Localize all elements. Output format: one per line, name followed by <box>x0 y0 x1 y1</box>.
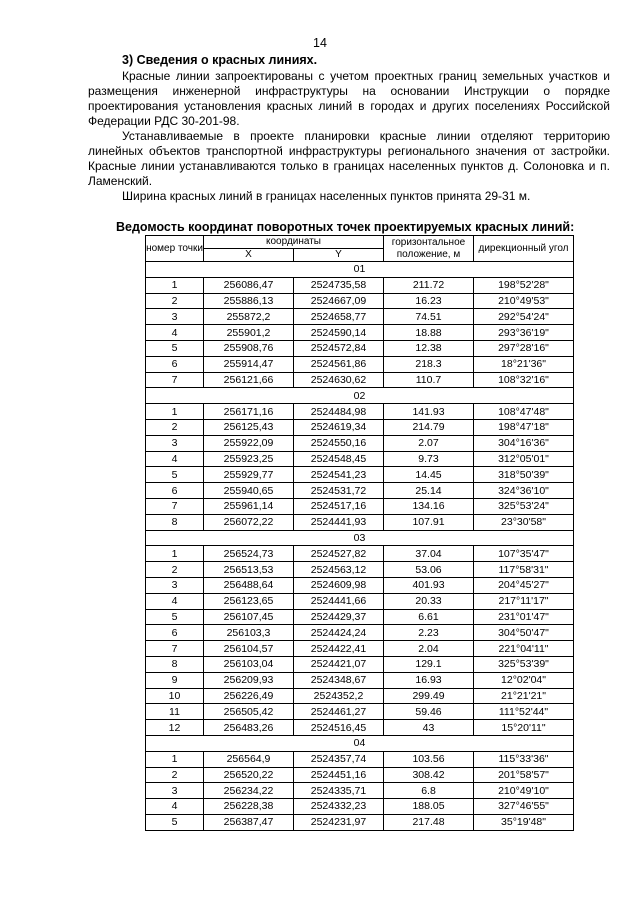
cell-direction-angle: 35°19'48" <box>474 814 574 830</box>
cell-direction-angle: 108°32'16" <box>474 372 574 388</box>
table-row <box>146 783 574 799</box>
cell-point-number: 8 <box>146 656 204 672</box>
cell-horizontal-distance: 6.8 <box>384 783 474 799</box>
cell-direction-angle: 107°35'47" <box>474 546 574 562</box>
cell-y: 2524572,84 <box>294 340 384 356</box>
cell-y: 2524735,58 <box>294 277 384 293</box>
cell-horizontal-distance: 2.23 <box>384 625 474 641</box>
cell-point-number: 4 <box>146 593 204 609</box>
cell-point-number: 7 <box>146 498 204 514</box>
cell-y: 2524541,23 <box>294 467 384 483</box>
table-row <box>146 814 574 830</box>
cell-y: 2524332,23 <box>294 799 384 815</box>
cell-horizontal-distance: 20.33 <box>384 593 474 609</box>
table-row <box>146 340 574 356</box>
cell-horizontal-distance: 18.88 <box>384 325 474 341</box>
cell-point-number: 5 <box>146 340 204 356</box>
cell-y: 2524484,98 <box>294 404 384 420</box>
paragraph-red-lines-width: Ширина красных линий в границах населенных пунктов принята 29-31 м. <box>122 189 531 203</box>
cell-point-number: 10 <box>146 688 204 704</box>
cell-horizontal-distance: 74.51 <box>384 309 474 325</box>
table-row <box>146 751 574 767</box>
cell-y: 2524231,97 <box>294 814 384 830</box>
cell-point-number: 4 <box>146 799 204 815</box>
cell-horizontal-distance: 9.73 <box>384 451 474 467</box>
table-row <box>146 704 574 720</box>
cell-horizontal-distance: 43 <box>384 720 474 736</box>
cell-point-number: 1 <box>146 277 204 293</box>
cell-point-number: 3 <box>146 783 204 799</box>
table-row <box>146 672 574 688</box>
cell-x: 256121,66 <box>204 372 294 388</box>
cell-x: 256171,16 <box>204 404 294 420</box>
cell-y: 2524348,67 <box>294 672 384 688</box>
cell-point-number: 3 <box>146 309 204 325</box>
group-row <box>146 735 574 751</box>
cell-horizontal-distance: 141.93 <box>384 404 474 420</box>
table-row <box>146 720 574 736</box>
cell-horizontal-distance: 107.91 <box>384 514 474 530</box>
table-row <box>146 656 574 672</box>
cell-horizontal-distance: 59.46 <box>384 704 474 720</box>
cell-direction-angle: 210°49'53" <box>474 293 574 309</box>
cell-horizontal-distance: 134.16 <box>384 498 474 514</box>
cell-x: 255922,09 <box>204 435 294 451</box>
cell-y: 2524429,37 <box>294 609 384 625</box>
cell-horizontal-distance: 214.79 <box>384 419 474 435</box>
cell-x: 256086,47 <box>204 277 294 293</box>
cell-x: 256104,57 <box>204 641 294 657</box>
cell-direction-angle: 210°49'10" <box>474 783 574 799</box>
cell-point-number: 2 <box>146 419 204 435</box>
header-y: Y <box>294 249 384 262</box>
cell-x: 256483,26 <box>204 720 294 736</box>
cell-horizontal-distance: 103.56 <box>384 751 474 767</box>
cell-y: 2524461,27 <box>294 704 384 720</box>
cell-horizontal-distance: 299.49 <box>384 688 474 704</box>
cell-horizontal-distance: 25.14 <box>384 483 474 499</box>
table-row <box>146 688 574 704</box>
cell-direction-angle: 201°58'57" <box>474 767 574 783</box>
cell-x: 255872,2 <box>204 309 294 325</box>
cell-x: 255940,65 <box>204 483 294 499</box>
table-body <box>146 262 574 831</box>
cell-horizontal-distance: 12.38 <box>384 340 474 356</box>
cell-direction-angle: 312°05'01" <box>474 451 574 467</box>
table-row <box>146 562 574 578</box>
cell-x: 256524,73 <box>204 546 294 562</box>
cell-x: 255923,25 <box>204 451 294 467</box>
cell-x: 255901,2 <box>204 325 294 341</box>
cell-horizontal-distance: 2.04 <box>384 641 474 657</box>
cell-x: 256387,47 <box>204 814 294 830</box>
table-row <box>146 498 574 514</box>
cell-y: 2524441,66 <box>294 593 384 609</box>
header-horizontal-distance: горизонтальное положение, м <box>384 236 474 262</box>
cell-y: 2524516,45 <box>294 720 384 736</box>
header-point-number: номер точки <box>146 236 204 262</box>
table-row <box>146 467 574 483</box>
cell-y: 2524424,24 <box>294 625 384 641</box>
table-row <box>146 356 574 372</box>
cell-point-number: 2 <box>146 562 204 578</box>
cell-horizontal-distance: 53.06 <box>384 562 474 578</box>
cell-horizontal-distance: 110.7 <box>384 372 474 388</box>
cell-x: 255929,77 <box>204 467 294 483</box>
cell-direction-angle: 12°02'04" <box>474 672 574 688</box>
cell-y: 2524667,09 <box>294 293 384 309</box>
cell-y: 2524550,16 <box>294 435 384 451</box>
cell-x: 256564,9 <box>204 751 294 767</box>
cell-horizontal-distance: 129.1 <box>384 656 474 672</box>
cell-point-number: 1 <box>146 546 204 562</box>
cell-x: 255961,14 <box>204 498 294 514</box>
cell-horizontal-distance: 16.93 <box>384 672 474 688</box>
section-heading: 3) Сведения о красных линиях. <box>122 53 318 67</box>
cell-y: 2524561,86 <box>294 356 384 372</box>
table-row <box>146 404 574 420</box>
cell-horizontal-distance: 188.05 <box>384 799 474 815</box>
table-row <box>146 309 574 325</box>
cell-horizontal-distance: 218.3 <box>384 356 474 372</box>
cell-direction-angle: 324°36'10" <box>474 483 574 499</box>
cell-direction-angle: 117°58'31" <box>474 562 574 578</box>
table-row <box>146 593 574 609</box>
table-row <box>146 451 574 467</box>
table-row <box>146 372 574 388</box>
cell-point-number: 4 <box>146 325 204 341</box>
cell-x: 256072,22 <box>204 514 294 530</box>
cell-point-number: 3 <box>146 577 204 593</box>
table-row <box>146 625 574 641</box>
cell-x: 256103,04 <box>204 656 294 672</box>
cell-point-number: 8 <box>146 514 204 530</box>
cell-x: 256520,22 <box>204 767 294 783</box>
cell-point-number: 2 <box>146 767 204 783</box>
cell-y: 2524357,74 <box>294 751 384 767</box>
page-number: 14 <box>313 36 327 50</box>
cell-y: 2524630,62 <box>294 372 384 388</box>
cell-y: 2524563,12 <box>294 562 384 578</box>
coordinates-table <box>145 235 574 831</box>
cell-point-number: 1 <box>146 404 204 420</box>
paragraph-red-lines-design: Красные линии запроектированы с учетом проектных границ земельных участков и размещения инженерной инфраструктуры на основании Инструкции о порядке проектирования установления красных линий в городах и других поселениях Российской Федерации РДС 30-201-98. <box>88 69 610 128</box>
cell-x: 255886,13 <box>204 293 294 309</box>
header-x: X <box>204 249 294 262</box>
cell-point-number: 2 <box>146 293 204 309</box>
paragraph-red-lines-purpose: Устанавливаемые в проекте планировки красные линии отделяют территорию линейных объектов транспортной инфраструктуры регионального значения от застройки. Красные линии устанавливаются только в границах населенных пунктов д. Солоновка и п. Ламенский. <box>88 129 610 188</box>
cell-x: 256505,42 <box>204 704 294 720</box>
cell-direction-angle: 15°20'11" <box>474 720 574 736</box>
cell-direction-angle: 111°52'44" <box>474 704 574 720</box>
cell-y: 2524451,16 <box>294 767 384 783</box>
cell-y: 2524352,2 <box>294 688 384 704</box>
cell-direction-angle: 221°04'11" <box>474 641 574 657</box>
header-coordinates: координаты <box>204 236 384 249</box>
table-row <box>146 799 574 815</box>
cell-point-number: 6 <box>146 625 204 641</box>
table-row <box>146 767 574 783</box>
cell-direction-angle: 18°21'36" <box>474 356 574 372</box>
cell-point-number: 1 <box>146 751 204 767</box>
cell-y: 2524421,07 <box>294 656 384 672</box>
cell-point-number: 9 <box>146 672 204 688</box>
group-label: 03 <box>146 530 574 546</box>
cell-x: 255908,76 <box>204 340 294 356</box>
header-direction-angle: дирекционный угол <box>474 236 574 262</box>
table-row <box>146 514 574 530</box>
cell-x: 256234,22 <box>204 783 294 799</box>
cell-direction-angle: 293°36'19" <box>474 325 574 341</box>
cell-point-number: 4 <box>146 451 204 467</box>
cell-y: 2524441,93 <box>294 514 384 530</box>
table-row <box>146 293 574 309</box>
cell-horizontal-distance: 37.04 <box>384 546 474 562</box>
cell-y: 2524548,45 <box>294 451 384 467</box>
cell-horizontal-distance: 308.42 <box>384 767 474 783</box>
cell-direction-angle: 297°28'16" <box>474 340 574 356</box>
cell-point-number: 6 <box>146 356 204 372</box>
cell-horizontal-distance: 14.45 <box>384 467 474 483</box>
table-row <box>146 577 574 593</box>
cell-x: 256125,43 <box>204 419 294 435</box>
cell-direction-angle: 325°53'24" <box>474 498 574 514</box>
cell-horizontal-distance: 6.61 <box>384 609 474 625</box>
table-row <box>146 609 574 625</box>
cell-y: 2524531,72 <box>294 483 384 499</box>
cell-direction-angle: 115°33'36" <box>474 751 574 767</box>
cell-point-number: 5 <box>146 609 204 625</box>
group-row <box>146 262 574 278</box>
cell-x: 256228,38 <box>204 799 294 815</box>
cell-direction-angle: 318°50'39" <box>474 467 574 483</box>
table-title: Ведомость координат поворотных точек проектируемых красных линий: <box>116 220 575 234</box>
group-label: 01 <box>146 262 574 278</box>
cell-horizontal-distance: 16.23 <box>384 293 474 309</box>
cell-x: 256488,64 <box>204 577 294 593</box>
cell-horizontal-distance: 2.07 <box>384 435 474 451</box>
table-row <box>146 641 574 657</box>
cell-point-number: 11 <box>146 704 204 720</box>
cell-horizontal-distance: 211.72 <box>384 277 474 293</box>
cell-direction-angle: 325°53'39" <box>474 656 574 672</box>
table-row <box>146 419 574 435</box>
table-row <box>146 483 574 499</box>
cell-point-number: 6 <box>146 483 204 499</box>
cell-horizontal-distance: 401.93 <box>384 577 474 593</box>
cell-y: 2524517,16 <box>294 498 384 514</box>
group-row <box>146 530 574 546</box>
cell-y: 2524619,34 <box>294 419 384 435</box>
cell-x: 256103,3 <box>204 625 294 641</box>
cell-direction-angle: 23°30'58" <box>474 514 574 530</box>
cell-direction-angle: 304°50'47" <box>474 625 574 641</box>
table-row <box>146 277 574 293</box>
cell-y: 2524609,98 <box>294 577 384 593</box>
cell-point-number: 12 <box>146 720 204 736</box>
cell-x: 256513,53 <box>204 562 294 578</box>
cell-direction-angle: 204°45'27" <box>474 577 574 593</box>
cell-y: 2524335,71 <box>294 783 384 799</box>
cell-x: 256123,65 <box>204 593 294 609</box>
cell-direction-angle: 327°46'55" <box>474 799 574 815</box>
table-row <box>146 435 574 451</box>
cell-point-number: 3 <box>146 435 204 451</box>
group-label: 04 <box>146 735 574 751</box>
cell-y: 2524590,14 <box>294 325 384 341</box>
cell-y: 2524422,41 <box>294 641 384 657</box>
cell-direction-angle: 198°52'28" <box>474 277 574 293</box>
cell-direction-angle: 198°47'18" <box>474 419 574 435</box>
cell-point-number: 7 <box>146 641 204 657</box>
cell-direction-angle: 304°16'36" <box>474 435 574 451</box>
cell-x: 256107,45 <box>204 609 294 625</box>
cell-direction-angle: 292°54'24" <box>474 309 574 325</box>
table-row <box>146 546 574 562</box>
cell-direction-angle: 21°21'21" <box>474 688 574 704</box>
cell-direction-angle: 108°47'48" <box>474 404 574 420</box>
group-label: 02 <box>146 388 574 404</box>
cell-point-number: 5 <box>146 814 204 830</box>
cell-y: 2524658,77 <box>294 309 384 325</box>
cell-direction-angle: 217°11'17" <box>474 593 574 609</box>
cell-point-number: 5 <box>146 467 204 483</box>
cell-x: 256226,49 <box>204 688 294 704</box>
cell-x: 256209,93 <box>204 672 294 688</box>
cell-horizontal-distance: 217.48 <box>384 814 474 830</box>
group-row <box>146 388 574 404</box>
cell-x: 255914,47 <box>204 356 294 372</box>
table-row <box>146 325 574 341</box>
cell-point-number: 7 <box>146 372 204 388</box>
cell-y: 2524527,82 <box>294 546 384 562</box>
cell-direction-angle: 231°01'47" <box>474 609 574 625</box>
